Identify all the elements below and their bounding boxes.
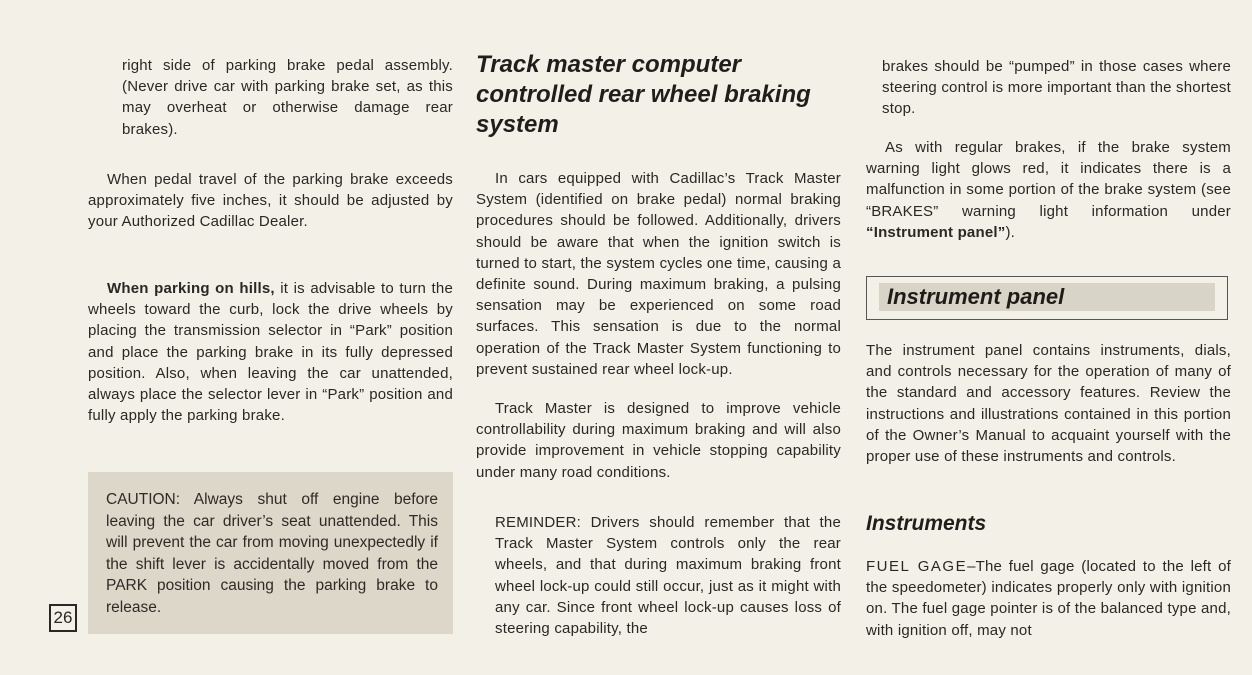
brake-warning-text: As with regular brakes, if the brake system warning light glows red, it indicates there is a malfunction in some portion of the brake system (see “BRAKES” warning light information under	[866, 139, 1231, 220]
caution-box	[88, 472, 453, 634]
page-number: 26	[49, 604, 77, 632]
parking-brake-warning-paragraph: right side of parking brake pedal assembly. (Never drive car with parking brake set, as this may overheat or otherwise damage rear brakes).	[122, 57, 453, 138]
instrument-panel-paragraph: The instrument panel contains instruments, dials, and controls necessary for the operation of many of the standard and accessory features. Review the instructions and illustrations contained in this portion of the Owner’s Manual to acquaint yourself with the proper use of these instruments and controls.	[866, 342, 1231, 466]
instrument-panel-heading: Instrument panel	[887, 284, 1065, 309]
track-master-paragraph-2: Track Master is designed to improve vehicle controllability during maximum braking and will also provide improvement in vehicle stopping capability under many road conditions.	[476, 400, 841, 481]
parking-on-hills-lead: When parking on hills,	[107, 280, 275, 297]
parking-on-hills-paragraph	[88, 278, 453, 426]
instrument-panel-heading-shade	[879, 283, 1215, 311]
fuel-gage-paragraph	[866, 556, 1231, 641]
fuel-gage-lead: FUEL GAGE	[866, 558, 968, 575]
reminder-paragraph: REMINDER: Drivers should remember that the Track Master System controls only the rear wheels, and that during maximum braking front wheel lock-up could still occur, just as it might with any car. Since front wheel lock-up causes loss of steering capability, the	[495, 514, 841, 638]
pedal-adjustment-paragraph: When pedal travel of the parking brake exceeds approximately five inches, it should be adjusted by your Authorized Cadillac Dealer.	[88, 171, 453, 231]
brakes-pumped-paragraph: brakes should be “pumped” in those cases where steering control is more important than the shortest stop.	[882, 58, 1231, 118]
fuel-gage-text: –The fuel gage (located to the left of the speedometer) indicates properly only with ignition on. The fuel gage pointer is of the balanced type and, with ignition off, may not	[866, 558, 1231, 639]
instruments-heading: Instruments	[866, 512, 987, 535]
brake-warning-light-paragraph	[866, 137, 1231, 243]
caution-text: CAUTION: Always shut off engine before leaving the car driver’s seat unattended. This will prevent the car from moving unexpectedly if the shift lever is accidentally moved from the PARK position causing the parking brake to release.	[106, 491, 438, 616]
brake-warning-end: ).	[1005, 223, 1016, 241]
track-master-paragraph-1: In cars equipped with Cadillac’s Track Master System (identified on brake pedal) normal braking procedures should be followed. Additionally, drivers should be aware that when the ignition switch is turned to start, the system cycles one time, causing a definite sound. During maximum braking, a pulsing sensation may be experienced on some road surfaces. This sensation is due to the normal operation of the Track Master System functioning to prevent sustained rear wheel lock-up.	[476, 170, 841, 378]
track-master-heading: Track master computer controlled rear wheel braking system	[476, 51, 811, 138]
instrument-panel-heading-box	[866, 276, 1228, 320]
instrument-panel-reference: “Instrument panel”	[866, 223, 1006, 241]
parking-on-hills-text: it is advisable to turn the wheels toward the curb, lock the drive wheels by placing the transmission selector in “Park” position and place the parking brake in its fully depressed position. Also, when leaving the car unattended, always place the selector lever in “Park” position and fully apply the parking brake.	[88, 280, 453, 425]
